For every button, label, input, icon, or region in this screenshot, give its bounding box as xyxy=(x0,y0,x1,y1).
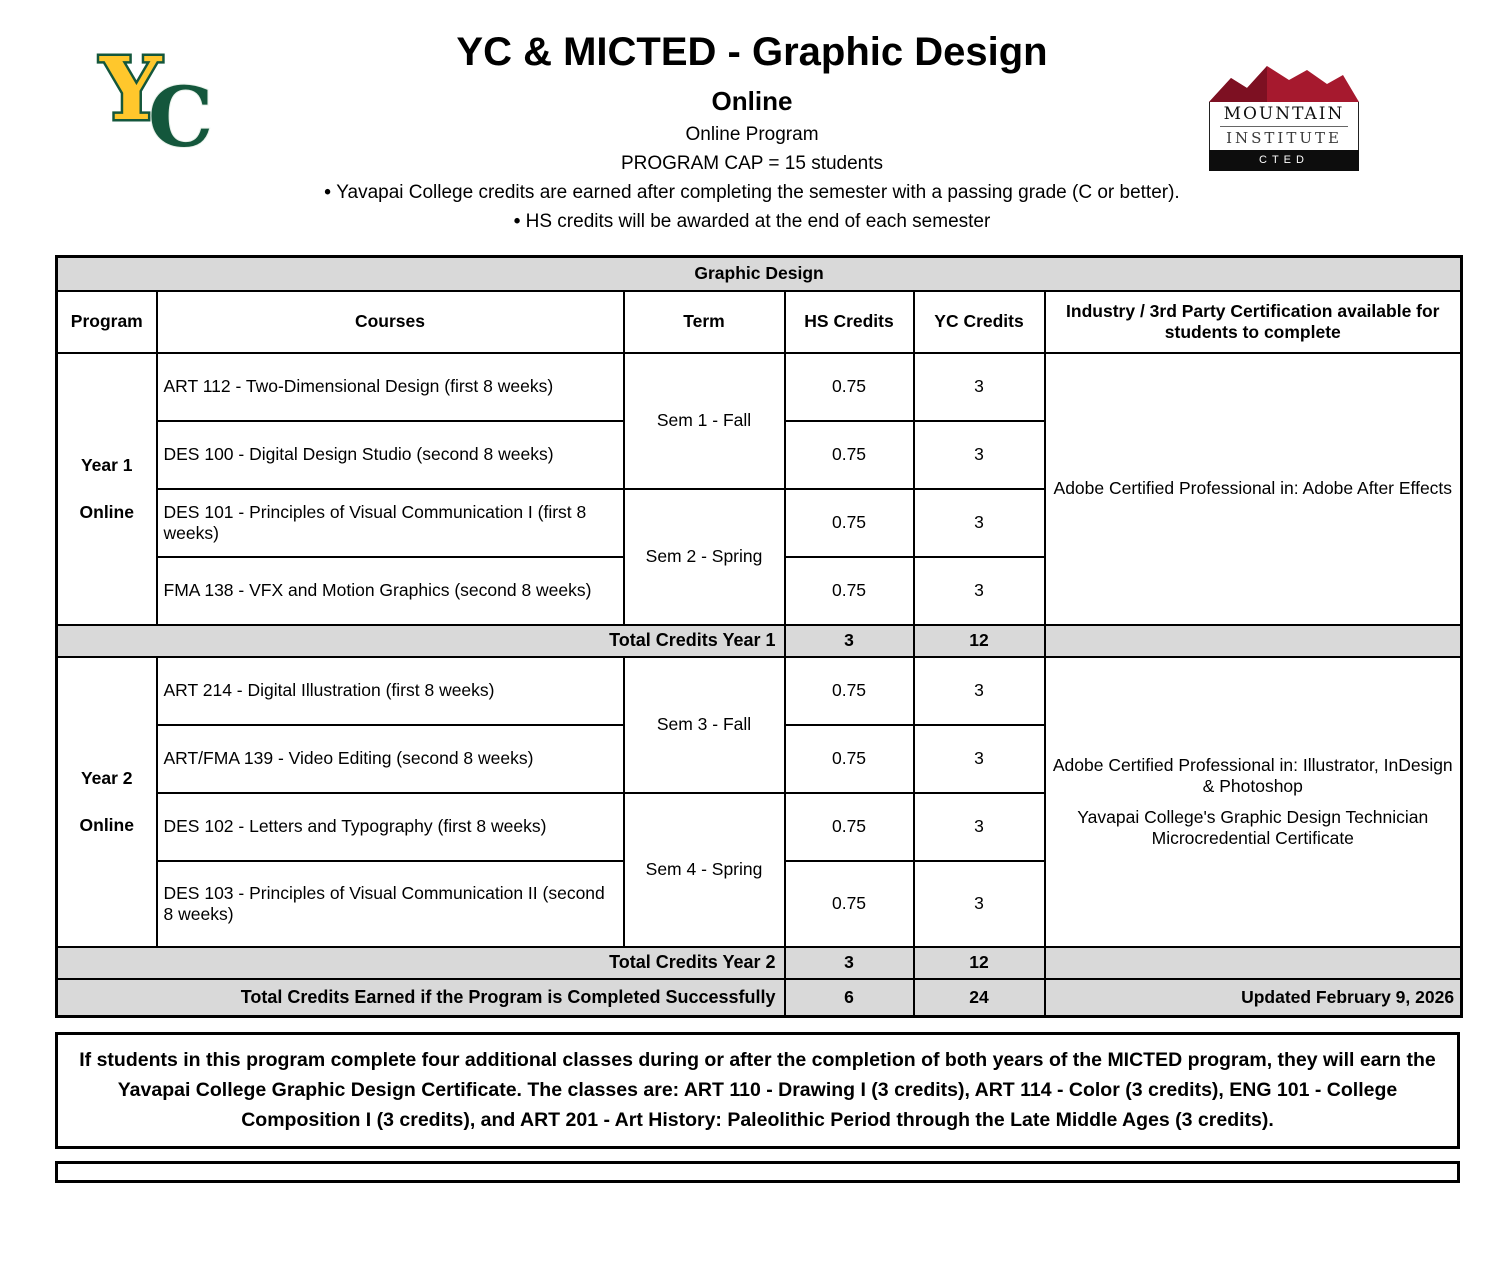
year1-certification-cell: Adobe Certified Professional in: Adobe After Effects xyxy=(1045,353,1462,625)
grand-total-row xyxy=(57,979,1462,1017)
col-header-certification: Industry / 3rd Party Certification available for students to complete xyxy=(1045,291,1462,353)
col-header-hs-credits: HS Credits xyxy=(785,291,914,353)
total-year1-label: Total Credits Year 1 xyxy=(57,625,785,657)
col-header-yc-credits: YC Credits xyxy=(914,291,1045,353)
hs-credits-cell: 0.75 xyxy=(785,353,914,421)
grand-total-yc: 24 xyxy=(914,979,1045,1017)
empty-bottom-box xyxy=(55,1161,1460,1183)
course-cell: DES 100 - Digital Design Studio (second 8 weeks) xyxy=(157,421,624,489)
hs-credits-cell: 0.75 xyxy=(785,793,914,861)
footer-note: If students in this program complete four additional classes during or after the completion of both years of the MICTED program, they will earn the Yavapai College Graphic Design Certificate. The classes are: ART 110 - Drawing I (3 credits), ART 114 - Color (3 credits), ENG 101 - College Composition I (3 credits), and ART 201 - Art History: Paleolithic Period through the Late Middle Ages (3 credits). xyxy=(55,1032,1460,1149)
total-year1-yc: 12 xyxy=(914,625,1045,657)
table-wrapper xyxy=(55,255,1455,1018)
col-header-program: Program xyxy=(57,291,157,353)
program-cap-line: PROGRAM CAP = 15 students xyxy=(620,153,884,174)
year2-label: Year 2 xyxy=(80,767,133,788)
hs-credits-cell: 0.75 xyxy=(785,557,914,625)
hs-credits-cell: 0.75 xyxy=(785,489,914,557)
year1-mode-label: Online xyxy=(79,501,134,522)
year2-program-cell xyxy=(57,657,157,947)
term-cell-sem1: Sem 1 - Fall xyxy=(624,353,785,489)
yc-logo-letter-c: C xyxy=(148,70,214,166)
updated-date: Updated February 9, 2026 xyxy=(1045,979,1462,1017)
total-year2-yc: 12 xyxy=(914,947,1045,979)
page-title: YC & MICTED - Graphic Design xyxy=(456,30,1048,74)
total-year2-label: Total Credits Year 2 xyxy=(57,947,785,979)
total-year2-blank-cell xyxy=(1045,947,1462,979)
document-header xyxy=(0,0,1504,233)
yc-credits-cell: 3 xyxy=(914,489,1045,557)
year2-mode-label: Online xyxy=(79,814,134,835)
bullet-yc-credits: • Yavapai College credits are earned after completing the semester with a passing grade (C or better). xyxy=(0,182,1504,204)
yc-college-logo xyxy=(100,39,230,166)
online-program-line: Online Program xyxy=(685,124,819,145)
mountain-institute-logo xyxy=(1209,62,1359,171)
year1-program-cell xyxy=(57,353,157,625)
table-row-year2-1 xyxy=(57,657,1462,725)
course-cell: DES 101 - Principles of Visual Communication I (first 8 weeks) xyxy=(157,489,624,557)
mountain-institute-wordmark xyxy=(1209,102,1359,150)
hs-credits-cell: 0.75 xyxy=(785,725,914,793)
total-year1-blank-cell xyxy=(1045,625,1462,657)
col-header-term: Term xyxy=(624,291,785,353)
divider xyxy=(1220,126,1348,127)
yc-credits-cell: 3 xyxy=(914,353,1045,421)
hs-credits-cell: 0.75 xyxy=(785,657,914,725)
yc-credits-cell: 3 xyxy=(914,421,1045,489)
course-cell: ART/FMA 139 - Video Editing (second 8 weeks) xyxy=(157,725,624,793)
cted-bar: CTED xyxy=(1209,150,1359,171)
year2-cert-adobe: Adobe Certified Professional in: Illustrator, InDesign & Photoshop xyxy=(1052,754,1453,796)
total-credits-year1-row xyxy=(57,625,1462,657)
yc-credits-cell: 3 xyxy=(914,725,1045,793)
bullet-hs-credits: • HS credits will be awarded at the end of each semester xyxy=(0,211,1504,233)
col-header-courses: Courses xyxy=(157,291,624,353)
yc-logo-letter-y: Y xyxy=(100,39,162,140)
table-row-year1-1 xyxy=(57,353,1462,421)
course-cell: ART 214 - Digital Illustration (first 8 weeks) xyxy=(157,657,624,725)
yc-credits-cell: 3 xyxy=(914,861,1045,947)
table-header-row xyxy=(57,291,1462,353)
year1-label: Year 1 xyxy=(80,454,133,475)
mountain-institute-line2: INSTITUTE xyxy=(1226,129,1342,147)
term-cell-sem4: Sem 4 - Spring xyxy=(624,793,785,947)
hs-credits-cell: 0.75 xyxy=(785,421,914,489)
term-cell-sem3: Sem 3 - Fall xyxy=(624,657,785,793)
total-year2-hs: 3 xyxy=(785,947,914,979)
grand-total-hs: 6 xyxy=(785,979,914,1017)
program-table xyxy=(55,255,1463,1018)
table-caption-row xyxy=(57,257,1462,291)
course-cell: DES 103 - Principles of Visual Communication II (second 8 weeks) xyxy=(157,861,624,947)
hs-credits-cell: 0.75 xyxy=(785,861,914,947)
grand-total-label: Total Credits Earned if the Program is Completed Successfully xyxy=(57,979,785,1017)
mountain-icon xyxy=(1209,62,1359,102)
yc-credits-cell: 3 xyxy=(914,557,1045,625)
term-cell-sem2: Sem 2 - Spring xyxy=(624,489,785,625)
total-credits-year2-row xyxy=(57,947,1462,979)
yc-credits-cell: 3 xyxy=(914,793,1045,861)
course-cell: FMA 138 - VFX and Motion Graphics (second 8 weeks) xyxy=(157,557,624,625)
table-caption: Graphic Design xyxy=(57,257,1462,291)
page-subtitle: Online xyxy=(711,86,793,116)
yc-credits-cell: 3 xyxy=(914,657,1045,725)
course-cell: ART 112 - Two-Dimensional Design (first 8 weeks) xyxy=(157,353,624,421)
mountain-institute-line1: MOUNTAIN xyxy=(1223,104,1345,124)
course-cell: DES 102 - Letters and Typography (first 8 weeks) xyxy=(157,793,624,861)
year2-certification-cell xyxy=(1045,657,1462,947)
total-year1-hs: 3 xyxy=(785,625,914,657)
year2-cert-microcredential: Yavapai College's Graphic Design Technician Microcredential Certificate xyxy=(1077,806,1429,848)
